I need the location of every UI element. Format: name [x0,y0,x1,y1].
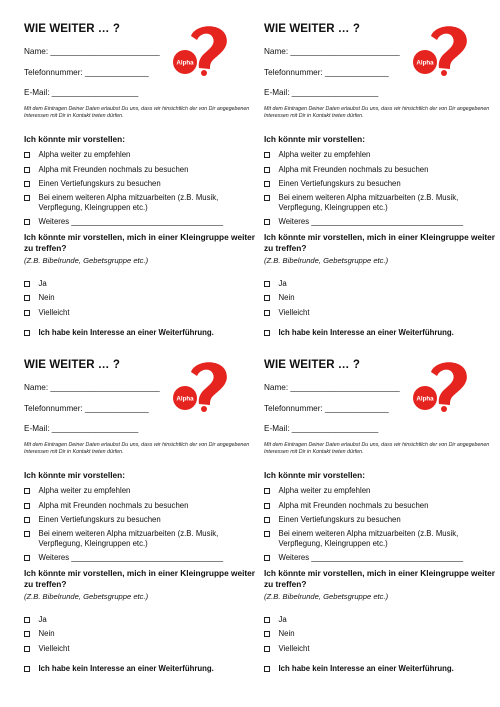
checkbox[interactable] [264,281,270,287]
consent-note: Mit dem Eintragen Deiner Daten erlaubst Du uns, dass wir hinsichtlich der von Dir angegebenen Interessen mit Dir in Kontakt treten dürfen. [24,106,250,120]
checkbox[interactable] [264,219,270,225]
checkbox[interactable] [264,517,270,523]
name-field[interactable]: Name: ________________________ [24,383,160,392]
card-title: WIE WEITER … ? [264,359,360,371]
option-volunteer[interactable]: Bei einem weiteren Alpha mitzuarbeiten (z.B. Musik, Verpflegung, Kleingruppen etc.) [264,529,500,548]
checkbox[interactable] [24,295,30,301]
option-no-interest[interactable]: Ich habe kein Interesse an einer Weiterführung. [264,664,454,674]
answer-yes[interactable]: Ja [24,615,47,625]
logo-text: Alpha [416,395,434,403]
heading-smallgroup: Ich könnte mir vorstellen, mich in einer Kleingruppe weiter zu treffen? [264,568,495,589]
checkbox[interactable] [264,195,270,201]
option-revisit[interactable]: Alpha mit Freunden nochmals zu besuchen [264,165,428,175]
checkbox[interactable] [24,330,30,336]
checkbox[interactable] [264,631,270,637]
card-title: WIE WEITER … ? [24,359,120,371]
logo-text: Alpha [176,395,194,403]
answer-no[interactable]: Nein [24,293,55,303]
checkbox[interactable] [264,666,270,672]
answer-maybe[interactable]: Vielleicht [24,308,70,318]
option-volunteer[interactable]: Bei einem weiteren Alpha mitzuarbeiten (z.B. Musik, Verpflegung, Kleingruppen etc.) [24,529,260,548]
checkbox[interactable] [24,167,30,173]
checkbox[interactable] [24,617,30,623]
form-card [264,356,500,696]
answer-no[interactable]: Nein [24,629,55,639]
checkbox[interactable] [264,617,270,623]
checkbox[interactable] [24,281,30,287]
option-volunteer[interactable]: Bei einem weiteren Alpha mitzuarbeiten (z.B. Musik, Verpflegung, Kleingruppen etc.) [24,193,260,212]
option-other[interactable]: Weiteres ___________________________________ [24,553,223,563]
smallgroup-examples: (Z.B. Bibelrunde, Gebetsgruppe etc.) [24,256,149,265]
card-title: WIE WEITER … ? [264,23,360,35]
alpha-logo [169,358,231,412]
checkbox[interactable] [24,531,30,537]
option-course[interactable]: Einen Vertiefungskurs zu besuchen [24,515,161,525]
answer-maybe[interactable]: Vielleicht [264,644,310,654]
phone-field[interactable]: Telefonnummer: ______________ [264,68,389,77]
checkbox[interactable] [24,488,30,494]
checkbox[interactable] [24,503,30,509]
checkbox[interactable] [24,219,30,225]
name-field[interactable]: Name: ________________________ [264,383,400,392]
option-no-interest[interactable]: Ich habe kein Interesse an einer Weiterführung. [24,664,214,674]
option-no-interest[interactable]: Ich habe kein Interesse an einer Weiterführung. [24,328,214,338]
checkbox[interactable] [24,517,30,523]
phone-field[interactable]: Telefonnummer: ______________ [24,404,149,413]
checkbox[interactable] [264,488,270,494]
email-field[interactable]: E-Mail: ___________________ [24,88,139,97]
checkbox[interactable] [24,631,30,637]
answer-maybe[interactable]: Vielleicht [264,308,310,318]
option-other[interactable]: Weiteres ___________________________________ [264,217,463,227]
option-recommend[interactable]: Alpha weiter zu empfehlen [264,150,370,160]
phone-field[interactable]: Telefonnummer: ______________ [264,404,389,413]
checkbox[interactable] [264,167,270,173]
checkbox[interactable] [264,310,270,316]
checkbox[interactable] [24,310,30,316]
option-other[interactable]: Weiteres ___________________________________ [264,553,463,563]
heading-interests: Ich könnte mir vorstellen: [264,470,365,480]
heading-interests: Ich könnte mir vorstellen: [24,134,125,144]
alpha-logo [409,358,471,412]
heading-interests: Ich könnte mir vorstellen: [264,134,365,144]
answer-no[interactable]: Nein [264,293,295,303]
smallgroup-examples: (Z.B. Bibelrunde, Gebetsgruppe etc.) [24,592,149,601]
option-recommend[interactable]: Alpha weiter zu empfehlen [24,150,130,160]
logo-text: Alpha [416,59,434,67]
option-volunteer[interactable]: Bei einem weiteren Alpha mitzuarbeiten (z.B. Musik, Verpflegung, Kleingruppen etc.) [264,193,500,212]
consent-note: Mit dem Eintragen Deiner Daten erlaubst Du uns, dass wir hinsichtlich der von Dir angegebenen Interessen mit Dir in Kontakt treten dürfen. [264,106,490,120]
alpha-logo [169,22,231,76]
form-card [264,20,500,360]
checkbox[interactable] [24,666,30,672]
option-revisit[interactable]: Alpha mit Freunden nochmals zu besuchen [264,501,428,511]
alpha-logo [409,22,471,76]
checkbox[interactable] [264,181,270,187]
checkbox[interactable] [24,181,30,187]
phone-field[interactable]: Telefonnummer: ______________ [24,68,149,77]
email-field[interactable]: E-Mail: ___________________ [24,424,139,433]
heading-smallgroup: Ich könnte mir vorstellen, mich in einer Kleingruppe weiter zu treffen? [264,232,495,253]
option-course[interactable]: Einen Vertiefungskurs zu besuchen [24,179,161,189]
form-card [24,20,260,360]
logo-text: Alpha [176,59,194,67]
email-field[interactable]: E-Mail: ___________________ [264,424,379,433]
option-course[interactable]: Einen Vertiefungskurs zu besuchen [264,179,401,189]
option-no-interest[interactable]: Ich habe kein Interesse an einer Weiterführung. [264,328,454,338]
option-course[interactable]: Einen Vertiefungskurs zu besuchen [264,515,401,525]
name-field[interactable]: Name: ________________________ [24,47,160,56]
checkbox[interactable] [264,330,270,336]
checkbox[interactable] [24,555,30,561]
checkbox[interactable] [24,646,30,652]
name-field[interactable]: Name: ________________________ [264,47,400,56]
answer-yes[interactable]: Ja [24,279,47,289]
option-recommend[interactable]: Alpha weiter zu empfehlen [264,486,370,496]
form-card [24,356,260,696]
checkbox[interactable] [264,295,270,301]
checkbox[interactable] [264,503,270,509]
checkbox[interactable] [264,555,270,561]
checkbox[interactable] [264,646,270,652]
answer-maybe[interactable]: Vielleicht [24,644,70,654]
smallgroup-examples: (Z.B. Bibelrunde, Gebetsgruppe etc.) [264,256,389,265]
option-recommend[interactable]: Alpha weiter zu empfehlen [24,486,130,496]
answer-yes[interactable]: Ja [264,615,287,625]
answer-no[interactable]: Nein [264,629,295,639]
option-revisit[interactable]: Alpha mit Freunden nochmals zu besuchen [24,165,188,175]
checkbox[interactable] [264,531,270,537]
consent-note: Mit dem Eintragen Deiner Daten erlaubst Du uns, dass wir hinsichtlich der von Dir angegebenen Interessen mit Dir in Kontakt treten dürfen. [24,442,250,456]
checkbox[interactable] [24,195,30,201]
checkbox[interactable] [24,152,30,158]
smallgroup-examples: (Z.B. Bibelrunde, Gebetsgruppe etc.) [264,592,389,601]
consent-note: Mit dem Eintragen Deiner Daten erlaubst Du uns, dass wir hinsichtlich der von Dir angegebenen Interessen mit Dir in Kontakt treten dürfen. [264,442,490,456]
option-revisit[interactable]: Alpha mit Freunden nochmals zu besuchen [24,501,188,511]
checkbox[interactable] [264,152,270,158]
email-field[interactable]: E-Mail: ___________________ [264,88,379,97]
card-title: WIE WEITER … ? [24,23,120,35]
heading-interests: Ich könnte mir vorstellen: [24,470,125,480]
heading-smallgroup: Ich könnte mir vorstellen, mich in einer Kleingruppe weiter zu treffen? [24,232,255,253]
heading-smallgroup: Ich könnte mir vorstellen, mich in einer Kleingruppe weiter zu treffen? [24,568,255,589]
option-other[interactable]: Weiteres ___________________________________ [24,217,223,227]
answer-yes[interactable]: Ja [264,279,287,289]
